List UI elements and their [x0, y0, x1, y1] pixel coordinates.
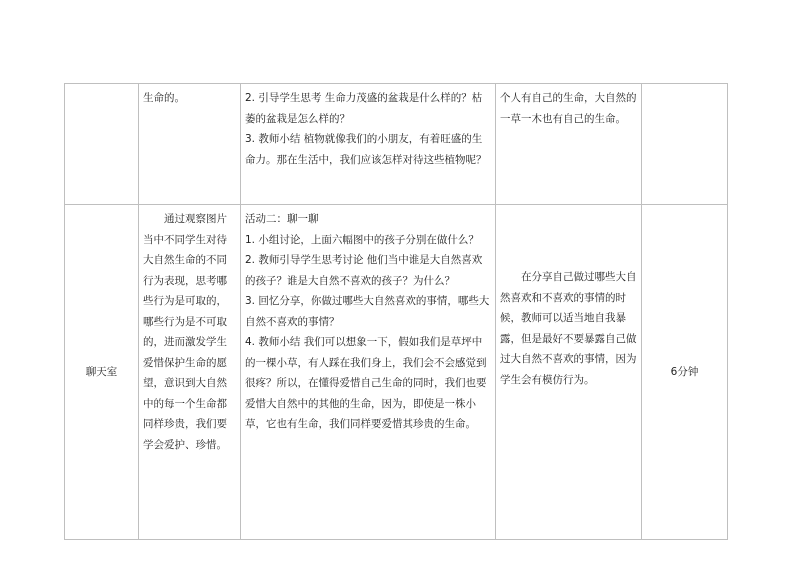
activity-step: 4. 教师小结 我们可以想象一下，假如我们是草坪中的一棵小草，有人踩在我们身上，我们会不会感觉到很疼？所以，在懂得爱惜自己生命的同时，我们也要爱惜大自然中的其他的生命，因为，即使是一株小草，它也有生命，我们同样要爱惜其珍贵的生命。 [245, 336, 487, 430]
time-cell [642, 84, 728, 205]
goal-cell [139, 84, 241, 205]
time-cell: 6分钟 [642, 205, 728, 540]
activity-step: 2. 引导学生思考 生命力茂盛的盆栽是什么样的？枯萎的盆栽是怎么样的？ [245, 92, 483, 125]
section-name-cell: 聊天室 [65, 205, 139, 540]
activity-step: 3. 回忆分享，你做过哪些大自然喜欢的事情，哪些大自然不喜欢的事情？ [245, 295, 490, 328]
section-name-cell [65, 84, 139, 205]
note-cell [496, 84, 642, 205]
activity-step: 1. 小组讨论，上面六幅图中的孩子分别在做什么？ [245, 233, 479, 246]
note-text: 在分享自己做过哪些大自然喜欢和不喜欢的事情的时候，教师可以适当地自我暴露，但是最好不要暴露自己做过大自然不喜欢的事情，因为学生会有模仿行为。 [500, 271, 637, 386]
note-cell [496, 205, 642, 540]
activity-title: 活动二：聊一聊 [245, 213, 319, 225]
lesson-plan-table [64, 83, 728, 540]
activity-step: 2. 教师引导学生思考讨论 他们当中谁是大自然喜欢的孩子？谁是大自然不喜欢的孩子？为什么？ [245, 254, 483, 287]
table-row [65, 205, 728, 540]
goal-cell [139, 205, 241, 540]
goal-text: 通过观察图片当中不同学生对待大自然生命的不同行为表现，思考哪些行为是可取的，哪些行为是不可取的，进而激发学生爱惜保护生命的愿望，意识到大自然中的每一个生命都同样珍贵，我们要学会爱护、珍惜。 [143, 213, 227, 451]
activity-cell [241, 205, 496, 540]
goal-text: 生命的。 [143, 92, 185, 104]
activity-cell [241, 84, 496, 205]
table-row [65, 84, 728, 205]
note-text: 个人有自己的生命，大自然的一草一木也有自己的生命。 [500, 92, 637, 125]
activity-step: 3. 教师小结 植物就像我们的小朋友，有着旺盛的生命力。那在生活中，我们应该怎样对待这些植物呢？ [245, 133, 487, 166]
